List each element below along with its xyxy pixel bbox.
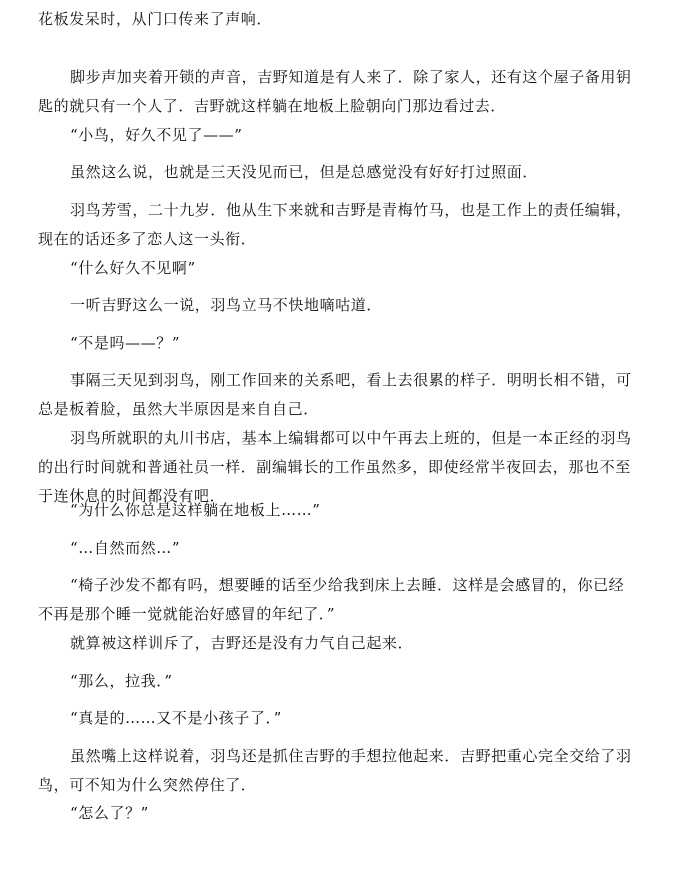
paragraph-3: “小鸟，好久不见了——” bbox=[70, 126, 243, 144]
paragraph-9: 事隔三天见到羽鸟，刚工作回来的关系吧，看上去很累的样子．明明长相不错，可总是板着脸，虽然大半原因是来自自己． bbox=[38, 371, 632, 418]
paragraph-12: “…自然而然…” bbox=[70, 539, 181, 557]
paragraph-17: 虽然嘴上这样说着，羽鸟还是抓住吉野的手想拉他起来．吉野把重心完全交给了羽鸟，可不知为什么突然停住了． bbox=[38, 747, 632, 794]
paragraph-4: 虽然这么说，也就是三天没见而已，但是总感觉没有好好打过照面． bbox=[70, 163, 539, 181]
paragraph-16: “真是的……又不是小孩子了．” bbox=[70, 709, 282, 727]
paragraph-18: “怎么了？” bbox=[70, 804, 149, 822]
paragraph-13: “椅子沙发不都有吗，想要睡的话至少给我到床上去睡．这样是会感冒的，你已经不再是那个睡一觉就能治好感冒的年纪了．” bbox=[38, 576, 625, 623]
paragraph-6: “什么好久不见啊” bbox=[70, 259, 196, 277]
paragraph-1: 花板发呆时，从门口传来了声响． bbox=[38, 10, 273, 28]
paragraph-11: “为什么你总是这样躺在地板上……” bbox=[70, 501, 321, 519]
paragraph-10: 羽鸟所就职的丸川书店，基本上编辑都可以中午再去上班的，但是一本正经的羽鸟的出行时间就和普通社员一样．副编辑长的工作虽然多，即使经常半夜回去，那也不至于连休息的时间都没有吧． bbox=[38, 429, 632, 505]
paragraph-7: 一听吉野这么一说，羽鸟立马不快地嘀咕道． bbox=[70, 296, 383, 314]
paragraph-15: “那么，拉我．” bbox=[70, 672, 173, 690]
paragraph-14: 就算被这样训斥了，吉野还是没有力气自己起来． bbox=[70, 634, 414, 652]
paragraph-2: 脚步声加夹着开锁的声音，吉野知道是有人来了．除了家人，还有这个屋子备用钥匙的就只有一个人了．吉野就这样躺在地板上脸朝向门那边看过去． bbox=[38, 68, 632, 115]
paragraph-8: “不是吗——？” bbox=[70, 334, 181, 352]
paragraph-5: 羽鸟芳雪，二十九岁．他从生下来就和吉野是青梅竹马，也是工作上的责任编辑，现在的话还多了恋人这一头衔． bbox=[38, 201, 632, 248]
